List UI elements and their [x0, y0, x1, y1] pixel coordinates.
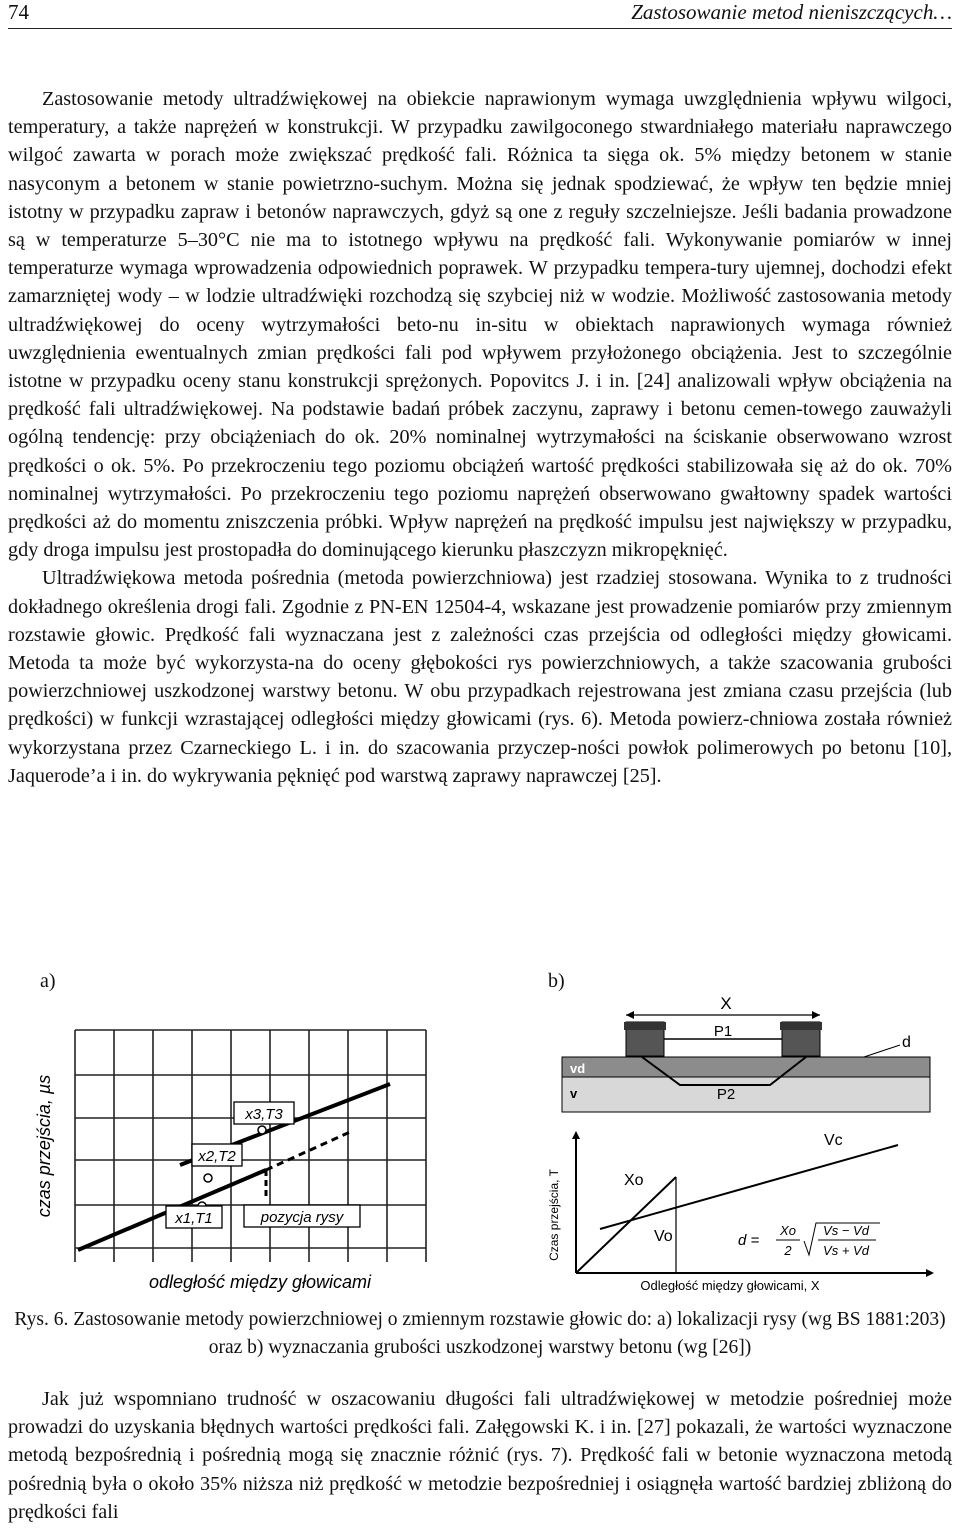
axis-label-x: Odległość między głowicami, X — [640, 1278, 820, 1293]
figure-a-crack-location — [30, 1000, 430, 1295]
page-header — [8, 0, 952, 29]
label-P1: P1 — [713, 1023, 733, 1040]
label-vd: vd — [570, 1061, 586, 1076]
dashed-extension — [266, 1132, 350, 1170]
formula — [738, 1223, 880, 1258]
point-x3t3 — [258, 1126, 266, 1134]
label-P2: P2 — [716, 1086, 736, 1103]
label-x2t2: x2,T2 — [198, 1148, 236, 1165]
figure-b-damaged-layer — [530, 995, 960, 1295]
axis-label-y: czas przejścia, µs — [34, 1074, 54, 1218]
axis-label-x: odległość między głowicami — [148, 1272, 372, 1292]
label-crack-position: pozycja rysy — [260, 1209, 344, 1226]
paragraph: Ultradźwiękowa metoda pośrednia (metoda powierzchniowa) jest rzadziej stosowana. Wynika to z trudności dokładnego określenia drogi fali. Zgodnie z PN-EN 12504-4, wskazane jest prowadzenie pomiarów przy zmiennym rozstawie głowic. Prędkość fali wyznaczana jest z zależności czas przejścia od odległości między głowicami. Metoda ta może być wykorzysta-na do oceny głębokości rys powierzchniowych, a także szacowania grubości powierzchniowej uszkodzonej warstwy betonu. W obu przypadkach rejestrowana jest zmiana czasu przejścia (lub prędkości) w funkcji wzrastającej odległości między głowicami (rys. 6). Metoda powierz-chniowa została również wykorzystana przez Czarneckiego L. i in. do szacowania przyczep-ności powłok polimerowych po betonu [10], Jaquerode’a i in. do wykrywania pęknięć pod warstwą zaprawy naprawczej [25]. — [8, 567, 952, 787]
page-number: 74 — [8, 0, 29, 24]
figure-label-a: a) — [40, 970, 56, 992]
svg-text:Vs + Vd: Vs + Vd — [823, 1243, 869, 1258]
label-x3t3: x3,T3 — [245, 1106, 283, 1123]
label-v: v — [570, 1086, 578, 1101]
line-Vo — [576, 1177, 676, 1273]
paragraph: Zastosowanie metody ultradźwiękowej na obiekcie naprawionym wymaga uwzględnienia wpływu wilgoci, temperatury, a także naprężeń w konstrukcji. W przypadku zawilgoconego stwardniałego materiału naprawczego wilgoć zawarta w porach może zwiększać prędkość fali. Różnica ta sięga ok. 5% między betonem w stanie nasyconym a betonem w stanie powietrzno-suchym. Można się jednak spodziewać, że wpływ ten będzie mniej istotny w przypadku zapraw i betonów naprawczych, gdyż są one z reguły szczelniejsze. Jeśli badania prowadzone są w temperaturze 5–30°C nie ma to istotnego wpływu na prędkość fali. Wykonywanie pomiarów w innej temperaturze wymaga wprowadzenia odpowiednich poprawek. W przypadku tempera-tury ujemnej, dochodzi efekt zamarzniętej wody – w lodzie ultradźwięki rozchodzą się szybciej niż w wodzie. Możliwość zastosowania metody ultradźwiękowej do oceny wytrzymałości beto-nu in-situ w obiektach naprawionych wymaga również uwzględnienia ewentualnych zmian prędkości fali pod wpływem przyłożonego obciążenia. Jest to szczególnie istotne w przypadku oceny stanu konstrukcji sprężonych. Popovitcs J. i in. [24] analizowali wpływ obciążenia na prędkość fali ultradźwiękowej. Na podstawie badań próbek zaczynu, zaprawy i betonu cemen-towego zauważyli ogólną tendencję: przy obciążeniach do ok. 20% nominalnej wytrzymałości na ściskanie obserwowano wzrost prędkości o ok. 5%. Po przekroczeniu tego poziomu obciążeń wartość prędkości stabilizowała się aż do ok. 70% nominalnej wytrzymałości. Po przekroczeniu tego poziomu naprężeń obserwowano gwałtowny spadek wartości prędkości aż do momentu zniszczenia próbki. Wpływ naprężeń na prędkość impulsu jest największy w przypadku, gdy droga impulsu jest prostopadła do dominującego kierunku płaszczyzn mikropęknięć. — [8, 88, 952, 562]
label-X: X — [720, 995, 732, 1013]
axis-label-y: Czas przejścia, T — [547, 1169, 561, 1261]
point-x2t2 — [204, 1174, 212, 1182]
label-Xo: Xo — [624, 1172, 644, 1189]
paragraph: Jak już wspomniano trudność w oszacowaniu długości fali ultradźwiękowej w metodzie pośredniej może prowadzi do uzyskania błędnych wartości prędkości fali. Załęgowski K. i in. [27] pokazali, że wartości wyznaczone metodą bezpośrednią i pośrednią mogą się znacznie różnić (rys. 7). Prędkość fali w betonie wyznaczona metodą pośrednią była o około 35% niższa niż prędkość w metodzie bezpośredniej i osiągnęła wartość bardziej zbliżoną do prędkości fali — [8, 1388, 952, 1523]
sound-concrete — [562, 1077, 930, 1112]
body-text-bottom — [8, 1385, 952, 1526]
label-Vo: Vo — [654, 1228, 673, 1245]
svg-text:d =: d = — [738, 1232, 760, 1249]
body-text-top — [8, 85, 952, 790]
figure-caption: Rys. 6. Zastosowanie metody powierzchniowej o zmiennym rozstawie głowic do: a) lokalizacji rysy (wg BS 1881:203) oraz b) wyznaczania grubości uszkodzonej warstwy betonu (wg [26]) — [14, 1309, 946, 1358]
label-d: d — [902, 1034, 911, 1051]
damaged-layer — [562, 1057, 930, 1077]
line-Vc — [600, 1145, 898, 1229]
label-Vc: Vc — [824, 1132, 843, 1149]
label-x1t1: x1,T1 — [175, 1210, 213, 1227]
svg-text:Vs − Vd: Vs − Vd — [823, 1223, 869, 1238]
svg-text:Xo: Xo — [780, 1223, 796, 1238]
figure-label-b: b) — [548, 970, 565, 992]
svg-text:2: 2 — [784, 1243, 792, 1258]
running-title: Zastosowanie metod nieniszczących… — [631, 0, 952, 24]
